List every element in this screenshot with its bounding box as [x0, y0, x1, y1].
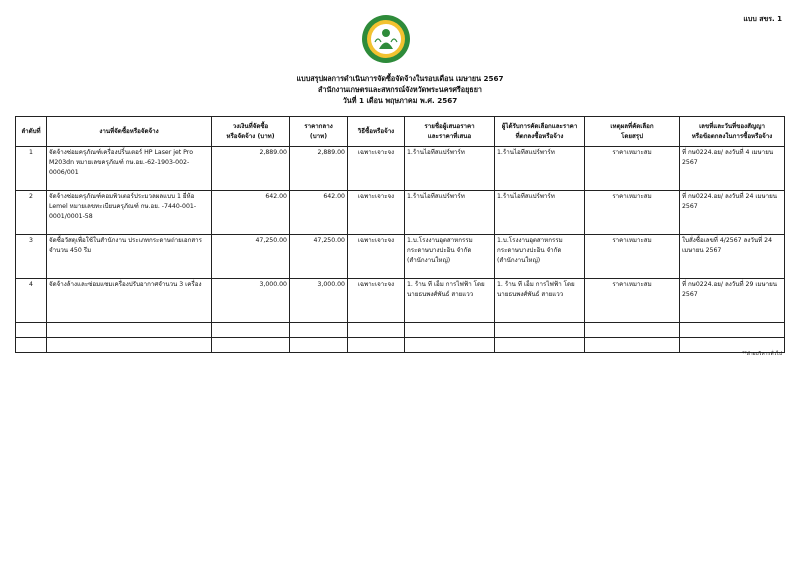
form-code: แบบ สขร. 1	[743, 15, 782, 23]
cell-reason: ราคาเหมาะสม	[585, 279, 680, 323]
blank-row	[16, 338, 785, 353]
header-item: งานที่จัดซื้อหรือจัดจ้าง	[47, 117, 212, 147]
header-winner: ผู้ได้รับการคัดเลือกและราคา ที่ตกลงซื้อหรือจ้าง	[495, 117, 585, 147]
header-median: ราคากลาง (บาท)	[290, 117, 348, 147]
blank-row	[16, 323, 785, 338]
cell-reason: ราคาเหมาะสม	[585, 235, 680, 279]
cell-winner: 1.ร้านไอทีสแปร์พาร์ท	[495, 147, 585, 191]
cell-bidders: 1.ร้านไอทีสแปร์พาร์ท	[405, 191, 495, 235]
cell-no: 3	[16, 235, 47, 279]
report-titles	[0, 73, 800, 106]
table-header-row	[16, 117, 785, 147]
cell-item: จัดจ้างซ่อมครุภัณฑ์เครื่องปริ้นเตอร์ HP Laser jet Pro M203dn หมายเลขครุภัณฑ์ กษ.อย.-62-1903-002-0006/001	[47, 147, 212, 191]
agency-name: สำนักงานเกษตรและสหกรณ์จังหวัดพระนครศรีอยุธยา	[318, 85, 482, 94]
procurement-table	[15, 116, 785, 353]
cell-no: 2	[16, 191, 47, 235]
header-contract: เลขที่และวันที่ของสัญญา หรือข้อตกลงในการซื้อหรือจ้าง	[680, 117, 785, 147]
header-method: วิธีซื้อหรือจ้าง	[348, 117, 405, 147]
agency-seal-emblem-icon	[361, 14, 411, 64]
cell-no: 1	[16, 147, 47, 191]
cell-method: เฉพาะเจาะจง	[348, 147, 405, 191]
cell-contract: ที่ กษ0224.อย/ ลงวันที่ 24 เมษายน 2567	[680, 191, 785, 235]
header-bidders: รายชื่อผู้เสนอราคา และราคาที่เสนอ	[405, 117, 495, 147]
report-title: แบบสรุปผลการดำเนินการจัดซื้อจัดจ้างในรอบเดือน เมษายน 2567	[296, 74, 504, 83]
table-row	[16, 235, 785, 279]
cell-median: 2,889.00	[290, 147, 348, 191]
cell-item: จัดจ้างล้างและซ่อมแซมเครื่องปรับอากาศจำนวน 3 เครื่อง	[47, 279, 212, 323]
cell-contract: ที่ กษ0224.อย/ ลงวันที่ 29 เมษายน 2567	[680, 279, 785, 323]
table-row	[16, 147, 785, 191]
cell-reason: ราคาเหมาะสม	[585, 191, 680, 235]
cell-contract: ที่ กษ0224.อย/ ลงวันที่ 4 เมษายน 2567	[680, 147, 785, 191]
cell-item: จัดซื้อวัสดุเพื่อใช้ในสำนักงาน ประเภทกระดาษถ่ายเอกสาร จำนวน 450 รีม	[47, 235, 212, 279]
cell-winner: 1. ร้าน ที เอ็ม การไฟฟ้า โดยนายธนพงศ์พันธ์ สายแวว	[495, 279, 585, 323]
cell-budget: 47,250.00	[212, 235, 290, 279]
cell-method: เฉพาะเจาะจง	[348, 279, 405, 323]
header-reason: เหตุผลที่คัดเลือก โดยสรุป	[585, 117, 680, 147]
cell-bidders: 1. ร้าน ที เอ็ม การไฟฟ้า โดยนายธนพงศ์พันธ์ สายแวว	[405, 279, 495, 323]
cell-winner: 1.บ.โรงงานอุตสาหกรรมกระดาษบางปะอิน จำกัด (สำนักงานใหญ่)	[495, 235, 585, 279]
cell-median: 3,000.00	[290, 279, 348, 323]
table-row	[16, 279, 785, 323]
header-no: ลำดับที่	[16, 117, 47, 147]
cell-bidders: 1.บ.โรงงานอุตสาหกรรมกระดาษบางปะอิน จำกัด (สำนักงานใหญ่)	[405, 235, 495, 279]
cell-budget: 642.00	[212, 191, 290, 235]
cell-budget: 3,000.00	[212, 279, 290, 323]
footnote: **ฝ่ายบริหารทั่วไป	[741, 351, 782, 357]
report-date: วันที่ 1 เดือน พฤษภาคม พ.ศ. 2567	[342, 96, 458, 105]
header-budget: วงเงินที่จัดซื้อ หรือจัดจ้าง (บาท)	[212, 117, 290, 147]
cell-budget: 2,889.00	[212, 147, 290, 191]
cell-method: เฉพาะเจาะจง	[348, 235, 405, 279]
cell-median: 642.00	[290, 191, 348, 235]
cell-reason: ราคาเหมาะสม	[585, 147, 680, 191]
cell-item: จัดจ้างซ่อมครุภัณฑ์คอมพิวเตอร์ประมวลผลแบบ 1 ยี่ห้อ Lemel หมายเลขทะเบียนครุภัณฑ์ กษ.อย. -7440-001-0001/0001-58	[47, 191, 212, 235]
table-row	[16, 191, 785, 235]
cell-no: 4	[16, 279, 47, 323]
cell-contract: ใบสั่งซื้อเลขที่ 4/2567 ลงวันที่ 24 เมษายน 2567	[680, 235, 785, 279]
cell-median: 47,250.00	[290, 235, 348, 279]
cell-winner: 1.ร้านไอทีสแปร์พาร์ท	[495, 191, 585, 235]
cell-method: เฉพาะเจาะจง	[348, 191, 405, 235]
cell-bidders: 1.ร้านไอทีสแปร์พาร์ท	[405, 147, 495, 191]
